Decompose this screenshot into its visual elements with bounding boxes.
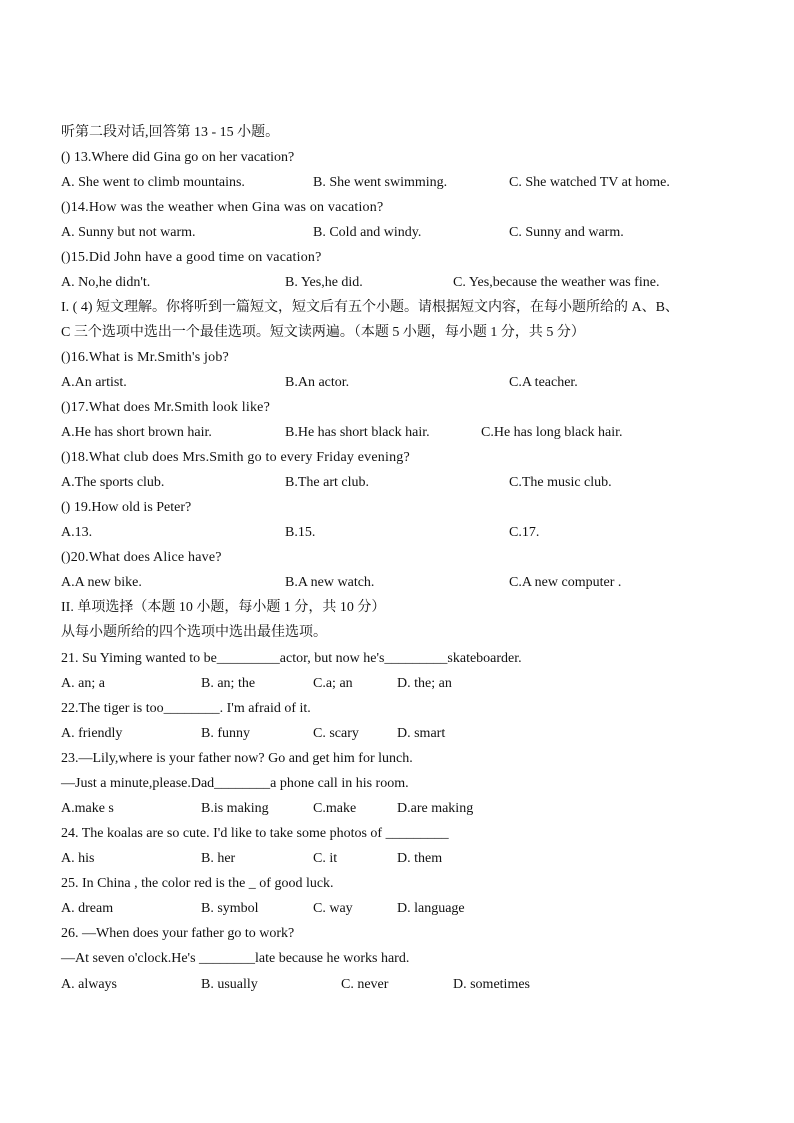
q26-option-d: D. sometimes: [453, 977, 530, 992]
q22-option-c: C. scary: [313, 726, 359, 741]
question-14-stem: ()14.How was the weather when Gina was on vacation?: [61, 200, 384, 215]
q25-option-d: D. language: [397, 901, 465, 916]
q17-option-c: C.He has long black hair.: [481, 425, 623, 440]
q15-option-c: C. Yes,because the weather was fine.: [453, 275, 660, 290]
section-intro: 听第二段对话,回答第 13 - 15 小题。: [61, 125, 280, 140]
q18-option-a: A.The sports club.: [61, 475, 165, 490]
choice-section-title: II. 单项选择（本题 10 小题，每小题 1 分，共 10 分）: [61, 600, 386, 615]
q23-option-a: A.make s: [61, 801, 114, 816]
q13-option-b: B. She went swimming.: [313, 175, 448, 190]
q20-option-a: A.A new bike.: [61, 575, 142, 590]
q22-option-b: B. funny: [201, 726, 250, 741]
q19-option-c: C.17.: [509, 525, 540, 540]
q22-option-a: A. friendly: [61, 726, 123, 741]
question-20-stem: ()20.What does Alice have?: [61, 550, 222, 565]
q22-option-d: D. smart: [397, 726, 446, 741]
q17-option-b: B.He has short black hair.: [285, 425, 430, 440]
q25-option-c: C. way: [313, 901, 353, 916]
q23-option-d: D.are making: [397, 801, 474, 816]
q25-option-b: B. symbol: [201, 901, 259, 916]
q26-option-a: A. always: [61, 977, 117, 992]
question-19-stem: () 19.How old is Peter?: [61, 500, 192, 515]
q26-option-b: B. usually: [201, 977, 258, 992]
question-23-stem-line-1: 23.—Lily,where is your father now? Go and get him for lunch.: [61, 751, 413, 766]
q24-option-a: A. his: [61, 851, 95, 866]
q13-option-c: C. She watched TV at home.: [509, 175, 670, 190]
q19-option-a: A.13.: [61, 525, 93, 540]
q16-option-a: A.An artist.: [61, 375, 127, 390]
q21-option-d: D. the; an: [397, 676, 452, 691]
q24-option-c: C. it: [313, 851, 338, 866]
q26-option-c: C. never: [341, 977, 389, 992]
q24-option-d: D. them: [397, 851, 443, 866]
passage-intro-line-2: C 三个选项中选出一个最佳选项。短文读两遍。（本题 5 小题，每小题 1 分，共 5 分）: [61, 325, 585, 340]
q23-option-c: C.make: [313, 801, 357, 816]
q13-option-a: A. She went to climb mountains.: [61, 175, 245, 190]
q14-option-a: A. Sunny but not warm.: [61, 225, 196, 240]
question-18-stem: ()18.What club does Mrs.Smith go to every Friday evening?: [61, 450, 410, 465]
question-15-stem: ()15.Did John have a good time on vacation?: [61, 250, 322, 265]
question-17-stem: ()17.What does Mr.Smith look like?: [61, 400, 270, 415]
question-25-stem: 25. In China , the color red is the _ of good luck.: [61, 876, 334, 891]
q20-option-b: B.A new watch.: [285, 575, 375, 590]
q18-option-b: B.The art club.: [285, 475, 369, 490]
q17-option-a: A.He has short brown hair.: [61, 425, 212, 440]
q16-option-c: C.A teacher.: [509, 375, 578, 390]
q21-option-b: B. an; the: [201, 676, 256, 691]
q19-option-b: B.15.: [285, 525, 316, 540]
question-22-stem: 22.The tiger is too________. I'm afraid of it.: [61, 701, 311, 716]
question-23-stem-line-2: —Just a minute,please.Dad________a phone call in his room.: [61, 776, 409, 791]
q14-option-c: C. Sunny and warm.: [509, 225, 624, 240]
question-26-stem-line-1: 26. —When does your father go to work?: [61, 926, 295, 941]
question-21-stem: 21. Su Yiming wanted to be_________actor, but now he's_________skateboarder.: [61, 651, 522, 666]
q24-option-b: B. her: [201, 851, 236, 866]
q23-option-b: B.is making: [201, 801, 269, 816]
q16-option-b: B.An actor.: [285, 375, 350, 390]
q25-option-a: A. dream: [61, 901, 114, 916]
q15-option-b: B. Yes,he did.: [285, 275, 363, 290]
q21-option-a: A. an; a: [61, 676, 105, 691]
q20-option-c: C.A new computer .: [509, 575, 622, 590]
q14-option-b: B. Cold and windy.: [313, 225, 422, 240]
passage-intro-line-1: I. ( 4) 短文理解。你将听到一篇短文，短文后有五个小题。请根据短文内容，在每小题所给的 A、B、: [61, 300, 679, 315]
q15-option-a: A. No,he didn't.: [61, 275, 151, 290]
q18-option-c: C.The music club.: [509, 475, 612, 490]
question-13-stem: () 13.Where did Gina go on her vacation?: [61, 150, 295, 165]
choice-section-instruction: 从每小题所给的四个选项中选出最佳选项。: [61, 625, 327, 640]
question-16-stem: ()16.What is Mr.Smith's job?: [61, 350, 229, 365]
question-26-stem-line-2: —At seven o'clock.He's ________late because he works hard.: [61, 951, 410, 966]
q21-option-c: C.a; an: [313, 676, 353, 691]
question-24-stem: 24. The koalas are so cute. I'd like to take some photos of _________: [61, 826, 449, 841]
